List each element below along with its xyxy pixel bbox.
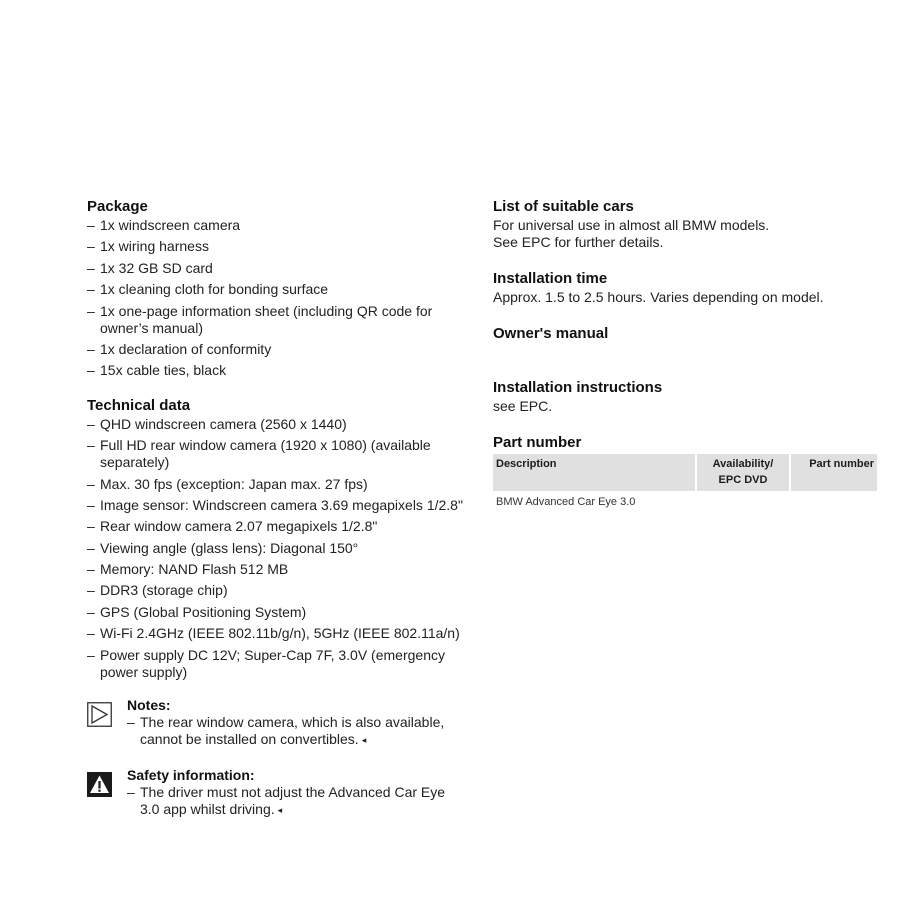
installation-instructions-section (493, 378, 877, 415)
suitable-cars-section (493, 197, 877, 251)
package-section (87, 197, 467, 379)
list-item: – Memory: NAND Flash 512 MB (87, 561, 467, 578)
list-item: – GPS (Global Positioning System) (87, 604, 467, 621)
row-availability (697, 491, 791, 513)
part-number-heading: Part number (493, 434, 582, 451)
list-item (127, 714, 467, 749)
safety-text: The driver must not adjust the Advanced Car Eye 3.0 app whilst driving. (140, 784, 446, 818)
availability-header-line1: Availability/ (712, 458, 774, 470)
list-item: – 1x windscreen camera (87, 217, 467, 234)
owners-manual-heading: Owner's manual (493, 325, 609, 342)
notes-list (127, 714, 467, 749)
list-item: – Wi-Fi 2.4GHz (IEEE 802.11b/g/n), 5GHz (IEEE 802.11a/n) (87, 625, 467, 642)
list-item (127, 784, 467, 819)
list-item: – 1x cleaning cloth for bonding surface (87, 281, 467, 298)
notes-heading: Notes: (127, 697, 171, 714)
installation-time-section (493, 269, 877, 306)
list-item: – Viewing angle (glass lens): Diagonal 150° (87, 540, 467, 557)
installation-instructions-text: see EPC. (493, 398, 553, 414)
list-item: – 1x one-page information sheet (including QR code for owner’s manual) (87, 303, 467, 337)
installation-instructions-heading: Installation instructions (493, 379, 663, 396)
left-column (87, 197, 467, 819)
end-mark-icon: ◂ (277, 805, 283, 816)
list-item: – 15x cable ties, black (87, 362, 467, 379)
list-item: – 1x declaration of conformity (87, 341, 467, 358)
list-item: – QHD windscreen camera (2560 x 1440) (87, 416, 467, 433)
column-header-availability (697, 454, 791, 491)
suitable-cars-line1: For universal use in almost all BMW models. (493, 217, 770, 233)
list-item: – DDR3 (storage chip) (87, 582, 467, 599)
notes-text: The rear window camera, which is also available, cannot be installed on convertibles. (140, 714, 445, 748)
table-row (493, 491, 877, 513)
package-heading: Package (87, 198, 148, 215)
installation-time-heading: Installation time (493, 270, 608, 287)
table-header-row (493, 454, 877, 491)
list-item: – Full HD rear window camera (1920 x 1080) (available separately) (87, 437, 467, 471)
technical-data-list (87, 416, 467, 681)
list-item: – Power supply DC 12V; Super-Cap 7F, 3.0V (emergency power supply) (87, 647, 467, 681)
availability-header-line2: EPC DVD (718, 474, 768, 486)
package-list (87, 217, 467, 379)
suitable-cars-line2: See EPC for further details. (493, 234, 664, 250)
safety-heading: Safety information: (127, 767, 255, 784)
suitable-cars-heading: List of suitable cars (493, 198, 634, 215)
column-header-description: Description (493, 454, 697, 491)
right-column (493, 197, 877, 513)
part-number-section (493, 433, 877, 513)
owners-manual-section (493, 324, 877, 344)
notes-callout (87, 697, 467, 749)
technical-data-heading: Technical data (87, 396, 191, 414)
end-mark-icon: ◂ (361, 735, 367, 746)
warning-icon (87, 772, 112, 797)
technical-data-section (87, 396, 467, 681)
safety-callout (87, 767, 467, 819)
row-part-number (791, 491, 877, 513)
part-number-table (493, 454, 877, 513)
installation-time-text: Approx. 1.5 to 2.5 hours. Varies depending on model. (493, 289, 824, 305)
safety-list (127, 784, 467, 819)
column-header-part-number: Part number (791, 454, 877, 491)
play-arrow-icon (87, 702, 112, 727)
row-description: BMW Advanced Car Eye 3.0 (496, 496, 636, 508)
list-item: – 1x wiring harness (87, 238, 467, 255)
list-item: – 1x 32 GB SD card (87, 260, 467, 277)
list-item: – Image sensor: Windscreen camera 3.69 megapixels 1/2.8" (87, 497, 467, 514)
list-item: – Rear window camera 2.07 megapixels 1/2.8" (87, 518, 467, 535)
list-item: – Max. 30 fps (exception: Japan max. 27 fps) (87, 476, 467, 493)
